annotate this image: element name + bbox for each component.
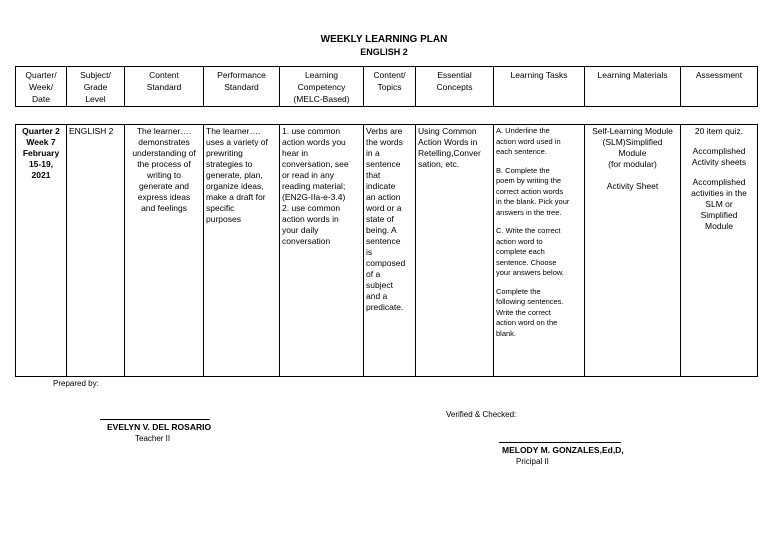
cell-content-standard: The learner…. demonstrates understanding of the process of writing to generate and express ideas and feelings: [125, 125, 204, 377]
document-title: WEEKLY LEARNING PLAN: [320, 34, 448, 45]
cell-quarter: Quarter 2 Week 7 February 15-19, 2021: [16, 125, 67, 377]
cell-paragraph: C. Write the correct action word to complete each sentence. Choose your answers below.: [496, 226, 564, 277]
cell-paragraph: B. Complete the poem by writing the correct action words in the blank. Pick your answers in the tree.: [496, 165, 570, 217]
cell-assessment: [681, 125, 758, 377]
cell-paragraph: Accomplished Activity sheets: [691, 146, 747, 167]
header-subject: Subject/ Grade Level: [67, 67, 125, 107]
cell-performance-standard: The learner…. uses a variety of prewriting strategies to generate, plan, organize ideas, make a draft for specific purposes: [204, 125, 280, 377]
header-competency: Learning Competency (MELC-Based): [280, 67, 364, 107]
cell-competency: 1. use common action words you hear in conversation, see or read in any reading material; (EN2G-IIa-e-3.4) 2. use common action words in your daily conversation: [280, 125, 364, 377]
header-assessment: Assessment: [681, 67, 758, 107]
header-learning-tasks: Learning Tasks: [494, 67, 585, 107]
verifier-position: Pricipal II: [516, 457, 549, 466]
signature-line-verifier: [499, 442, 621, 443]
document-subtitle: ENGLISH 2: [360, 47, 408, 57]
verified-label: Verified & Checked:: [446, 410, 517, 419]
preparer-name: EVELYN V. DEL ROSARIO: [107, 422, 212, 432]
header-quarter: Quarter/ Week/ Date: [16, 67, 67, 107]
table-row: [16, 125, 758, 377]
plan-table: [15, 124, 758, 377]
cell-paragraph: Complete the following sentences. Write the correct action word on the blank.: [496, 286, 564, 338]
cell-learning-materials: Self-Learning Module (SLM)Simplified Module (for modular) Activity Sheet: [585, 125, 681, 377]
cell-paragraph: A. Underline the action word used in each sentence.: [496, 126, 561, 156]
cell-subject: ENGLISH 2: [67, 125, 125, 377]
cell-essential-concepts: Using Common Action Words in Retelling,Conver sation, etc.: [416, 125, 494, 377]
cell-paragraph: Accomplished activities in the SLM or Simplified Module: [691, 177, 747, 231]
cell-topics: Verbs are the words in a sentence that indicate an action word or a state of being. A sentence is composed of a subject and a predicate.: [364, 125, 416, 377]
header-essential-concepts: Essential Concepts: [416, 67, 494, 107]
signature-line-preparer: [100, 419, 210, 420]
cell-learning-tasks: [494, 125, 585, 377]
header-performance-standard: Performance Standard: [204, 67, 280, 107]
verifier-name: MELODY M. GONZALES,Ed,D,: [502, 445, 624, 455]
prepared-label: Prepared by:: [53, 379, 99, 388]
header-table: [15, 66, 758, 107]
preparer-position: Teacher II: [135, 434, 171, 443]
header-learning-materials: Learning Materials: [585, 67, 681, 107]
header-content-standard: Content Standard: [125, 67, 204, 107]
header-topics: Content/ Topics: [364, 67, 416, 107]
cell-paragraph: 20 item quiz.: [694, 126, 744, 136]
